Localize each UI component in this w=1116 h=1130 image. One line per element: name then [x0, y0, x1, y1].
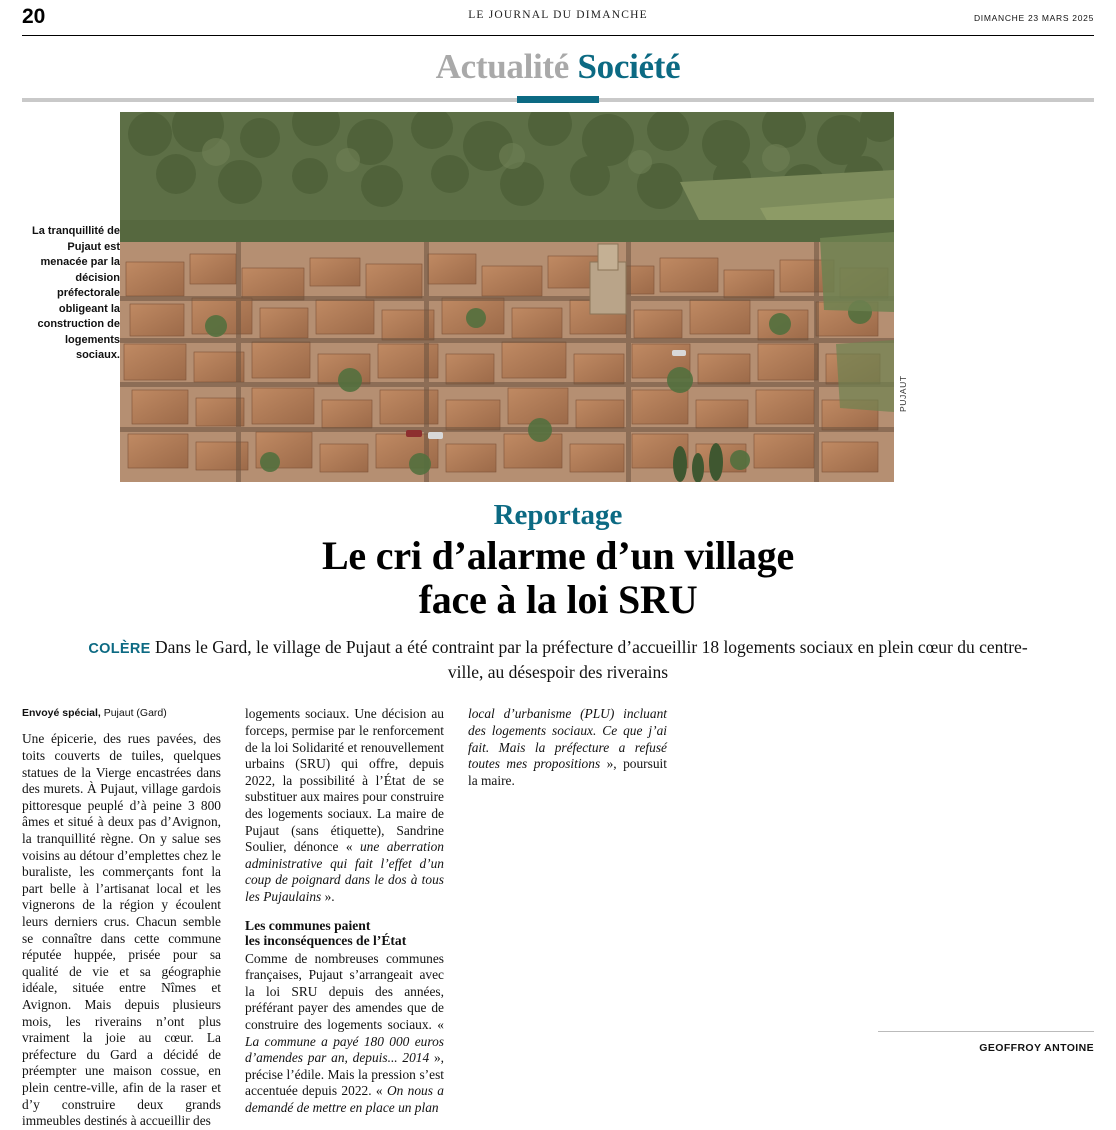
photo-block — [22, 112, 1094, 482]
article-standfirst — [88, 636, 1028, 684]
col3-text-end: », poursuit la maire. — [468, 756, 667, 788]
dateline — [22, 706, 221, 720]
section-header — [22, 36, 1094, 87]
column-2-paragraph-1 — [245, 706, 444, 905]
col2-quote-1: une aberration administrative qui fait l’effet d’un coup de poignard dans le dos à tous les Pujaulains — [245, 839, 444, 904]
section-rule — [22, 96, 1094, 103]
standfirst-text: Dans le Gard, le village de Pujaut a été contraint par la préfecture d’accueillir 18 logements sociaux en plein cœur du centre-ville, au désespoir des riverains — [154, 637, 1028, 683]
col2-text-c: Comme de nombreuses communes françaises, Pujaut s’arrangeait avec la loi SRU depuis des années, préférant payer des amendes que de construire des logements sociaux. « — [245, 950, 444, 1032]
issue-date: DIMANCHE 23 MARS 2025 — [973, 13, 1094, 23]
masthead — [22, 0, 1094, 34]
dateline-label: Envoyé spécial, — [22, 707, 101, 720]
article-label: Reportage — [493, 499, 623, 531]
article-column-3 — [468, 706, 667, 1129]
standfirst-lead: COLÈRE — [88, 641, 151, 658]
col3-quote-continuation: local d’urbanisme (PLU) incluant des logements sociaux. Ce que j’ai fait. Mais la préfecture a refusé toutes mes propositions — [468, 706, 667, 772]
col2-text-a: logements sociaux. Une décision au forceps, permise par le renforcement de la loi Solidarité et renouvellement urbains (SRU) qui offre, depuis 2022, la possibilité à l’État de se substituer aux maires pour construire des logements sociaux. La maire de Pujaut (sans étiquette), Sandrine Soulier, dénonce « — [245, 706, 444, 855]
author-name: GEOFFROY ANTOINE — [979, 1042, 1094, 1054]
author-byline — [878, 1031, 1094, 1054]
article-columns — [22, 706, 1094, 1129]
publication-title: LE JOURNAL DU DIMANCHE — [468, 9, 648, 21]
section-rule-accent — [517, 96, 599, 103]
subhead-line-2: les inconséquences de l’État — [245, 933, 407, 949]
headline-block — [22, 500, 1094, 684]
village-aerial-photo — [120, 112, 894, 482]
headline-line-1: Le cri d’alarme d’un village — [321, 533, 795, 579]
section-kicker — [22, 47, 1094, 87]
page-number: 20 — [22, 5, 46, 28]
column-2-subhead — [245, 918, 444, 949]
byline-rule — [878, 1031, 1094, 1032]
subhead-line-1: Les communes paient — [245, 917, 371, 933]
section-word-actualite: Actualité — [435, 47, 570, 86]
article-column-2 — [245, 706, 444, 1129]
section-word-societe: Société — [577, 47, 681, 86]
column-2-paragraph-2 — [245, 951, 444, 1117]
col2-quote-2: La commune a payé 180 000 euros d’amendes par an, depuis... 2014 — [245, 1033, 444, 1066]
col2-text-b: ». — [321, 888, 335, 904]
photo-credit: PUJAUT — [898, 375, 908, 412]
article-column-1 — [22, 706, 221, 1129]
dateline-place: Pujaut (Gard) — [100, 707, 167, 720]
photo-caption: La tranquillité de Pujaut est menacée par la décision préfectorale obligeant la construction de logements sociaux. — [31, 225, 120, 361]
col2-text-d: », précise l’édile. Mais la pression s’est accentuée depuis 2022. « — [245, 1050, 444, 1099]
headline-line-2: face à la loi SRU — [418, 577, 698, 623]
empty-column-area — [691, 706, 1094, 1129]
column-1-paragraph: Une épicerie, des rues pavées, des toits couverts de tuiles, quelques statues de la Vierge encastrées dans des murets. À Pujaut, village gardois pittoresque peuplé d’à peine 3 800 âmes et situé à deux pas d’Avignon, la tranquillité règne. On y salue ses voisins au détour d’emplettes chez le buraliste, les commerçants font la part belle à l’artisanat local et les vignerons de la région y écoulent leurs derniers crus. Chacun semble se connaître dans cette commune réputée huppée, prisée pour sa qualité de vie et sa géographie idéale, située entre Nîmes et Avignon. Mais depuis plusieurs mois, les riverains n’ont plus vraiment la joie au cœur. La préfecture du Gard a décidé de préempter une maison cossue, en plein centre-ville, afin de la raser et d’y construire deux grands immeubles destinés à accueillir des — [22, 731, 221, 1129]
col2-quote-3: On nous a demandé de mettre en place un plan — [245, 1083, 444, 1115]
article-headline — [22, 534, 1094, 622]
column-3-paragraph — [468, 706, 667, 789]
